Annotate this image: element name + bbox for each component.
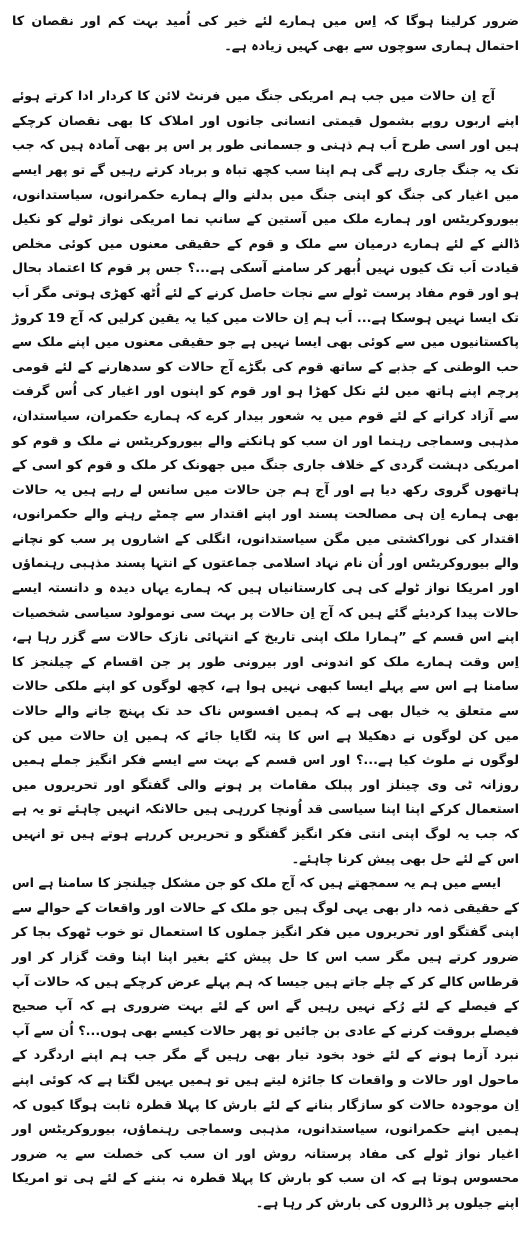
article-paragraph-2: آج اِن حالات میں جب ہم امریکی جنگ میں فرنٹ لائن کا کردار ادا کرتے ہوئے اپنے اربوں روپے بشمول قیمتی انسانی جانوں اور املاک کا بھی نقصان کرچکے ہیں اور اسی طرح اَب ہم ذہنی و جسمانی طور پر اس پر بھی آمادہ ہیں کہ جب تک یہ جنگ جاری رہے گی ہم اپنا سب کچھ تباہ و برباد کرتے رہیں گے تو پھر ایسے میں اغیار کی جنگ کو اپنی جنگ میں بدلنے والے ہمارے حکمرانوں، سیاستدانوں، بیوروکریٹس اور ہمارے ملک میں آستین کے سانپ نما امریکی نواز ٹولے کو نکیل ڈالنے کے لئے ہمارے درمیان سے ملک و قوم کے حقیقی معنوں میں کوئی مخلص قیادت اَب تک کیوں نہیں اُبھر کر سامنے آسکی ہے...؟ جس پر قوم کا اعتماد بحال ہو اور قوم مفاد پرست ٹولے سے نجات حاصل کرنے کے لئے اُٹھ کھڑی ہوتی مگر اَب تک ایسا نہیں ہوسکا ہے... اَب ہم اِن حالات میں کیا یہ یقین کرلیں کہ آج 19 کروڑ پاکستانیوں میں سے کوئی بھی ایسا نہیں ہے جو حقیقی معنوں میں اپنے ملک سے حب الوطنی کے جذبے کے ساتھ قوم کی بگڑے آج حالات کو سدھارنے کے لئے قومی پرچم اپنے ہاتھ میں لئے نکل کھڑا ہو اور قوم کو اپنوں اور اغیار کی اُس گرفت سے آزاد کرانے کے لئے قوم میں یہ شعور بیدار کرے کہ ہمارے حکمران، سیاستدان، مذہبی وسماجی رہنما اور ان سب کو ہانکنے والے بیوروکریٹس نے ملک و قوم کو امریکی دہشت گردی کے خلاف جاری جنگ میں جھونک کر ملک و قوم کو اسی کے ہاتھوں گروی رکھ دیا ہے اور آج ہم جن حالات میں سانس لے رہے ہیں یہ حالات بھی ہمارے اِن ہی مصالحت پسند اور اپنے اقتدار سے چمٹے رہنے والے حکمرانوں، اقتدار کی نوراکشتی میں مگن سیاستدانوں، انگلی کے اشاروں پر سب کو نچانے والے بیوروکریٹس اور اُن نام نہاد اسلامی جماعتوں کے انتہا پسند مذہبی رہنماؤں اور امریکا نواز ٹولے کی ہی کارستانیاں ہیں کہ ہمارے یہاں دیدہ و دانستہ ایسے حالات پیدا کردیئے گئے ہیں کہ آج اِن حالات پر بہت سی نومولود سیاسی شخصیات اپنے اس قسم کے ”ہمارا ملک اپنی تاریخ کے انتہائی نازک حالات سے گزر رہا ہے، اِس وقت ہمارے ملک کو اندونی اور بیرونی طور پر جن اقسام کے چیلنجز کا سامنا ہے اس سے پہلے ایسا کبھی نہیں ہوا ہے، کچھ لوگوں کو اپنے ملکی حالات سے متعلق یہ خیال بھی ہے کہ ہمیں افسوس ناک حد تک پہنچ جانے والے حالات میں کن لوگوں نے دھکیلا ہے اس کا پتہ لگایا جائے کہ ہمیں اِن حالات میں کن لوگوں نے ملوث کیا ہے...؟ اور اس قسم کے بہت سے ایسے فکر انگیز جملے ہمیں روزانہ ٹی وی چینلز اور پبلک مقامات پر ہونے والی گفتگو اور تحریروں میں استعمال کرکے اپنا اپنا سیاسی قد اُونچا کررہی ہیں حالانکہ انہیں چاہئے تو یہ ہے کہ جب یہ لوگ اپنی انتی فکر انگیز گفتگو و تحریریں کررہے ہوتے ہیں تو انہیں اس کے لئے حل بھی پیش کرنا چاہئے۔ [12, 89, 519, 867]
article-paragraph-1: ضرور کرلینا ہوگا کہ اِس میں ہمارے لئے خیر کی اُمید بہت کم اور نقصان کا احتمال ہماری سوچوں سے بھی کہیں زیادہ ہے۔ [12, 14, 519, 54]
article-paragraph-3: ایسے میں ہم یہ سمجھتے ہیں کہ آج ملک کو جن مشکل چیلنجز کا سامنا ہے اس کے حقیقی ذمہ دار بھی یہی لوگ ہیں جو ملک کے حالات اور واقعات کے حوالے سے اپنی گفتگو اور تحریروں میں فکر انگیز جملوں کا استعمال تو خوب ٹھوک بجا کر ضرور کرتے ہیں مگر سب اس کا حل پیش کئے بغیر اپنا اپنا وقت گزار کر اور قرطاس کالے کر کے چلے جاتے ہیں جیسا کہ ہم پہلے عرض کرچکے ہیں کہ حالات آپ کے فیصلے کے لئے رُکے نہیں رہیں گے اس کے لئے بہت ضروری ہے کہ آپ صحیح فیصلے بروقت کرنے کے عادی بن جائیں تو پھر حالات کیسے بھی ہوں...؟ اُن سے آپ نبرد آزما ہونے کے لئے خود بخود تیار بھی رہیں گے مگر جب ہم اپنے اردگرد کے ماحول اور حالات و واقعات کا جائزہ لیتے ہیں تو ہمیں یہیں لگتا ہے کہ کوئی اپنے اِن موجودہ حالات کو سازگار بنانے کے لئے بارش کا پہلا قطرہ ثابت ہوگا کیوں کہ ہمیں اپنے حکمرانوں، سیاستدانوں، مذہبی وسماجی رہنماؤں، بیوروکریٹس اور اغیار نواز ٹولے کی مفاد پرستانہ روش اور ان سب کی خصلت سے یہ ضرور محسوس ہوتا ہے کہ ان سب کو بارش کا پہلا قطرہ نہ بننے کے لئے ہی تو امریکا اپنے جیلوں پر ڈالروں کی بارش کر رہا ہے۔ [12, 876, 519, 1211]
